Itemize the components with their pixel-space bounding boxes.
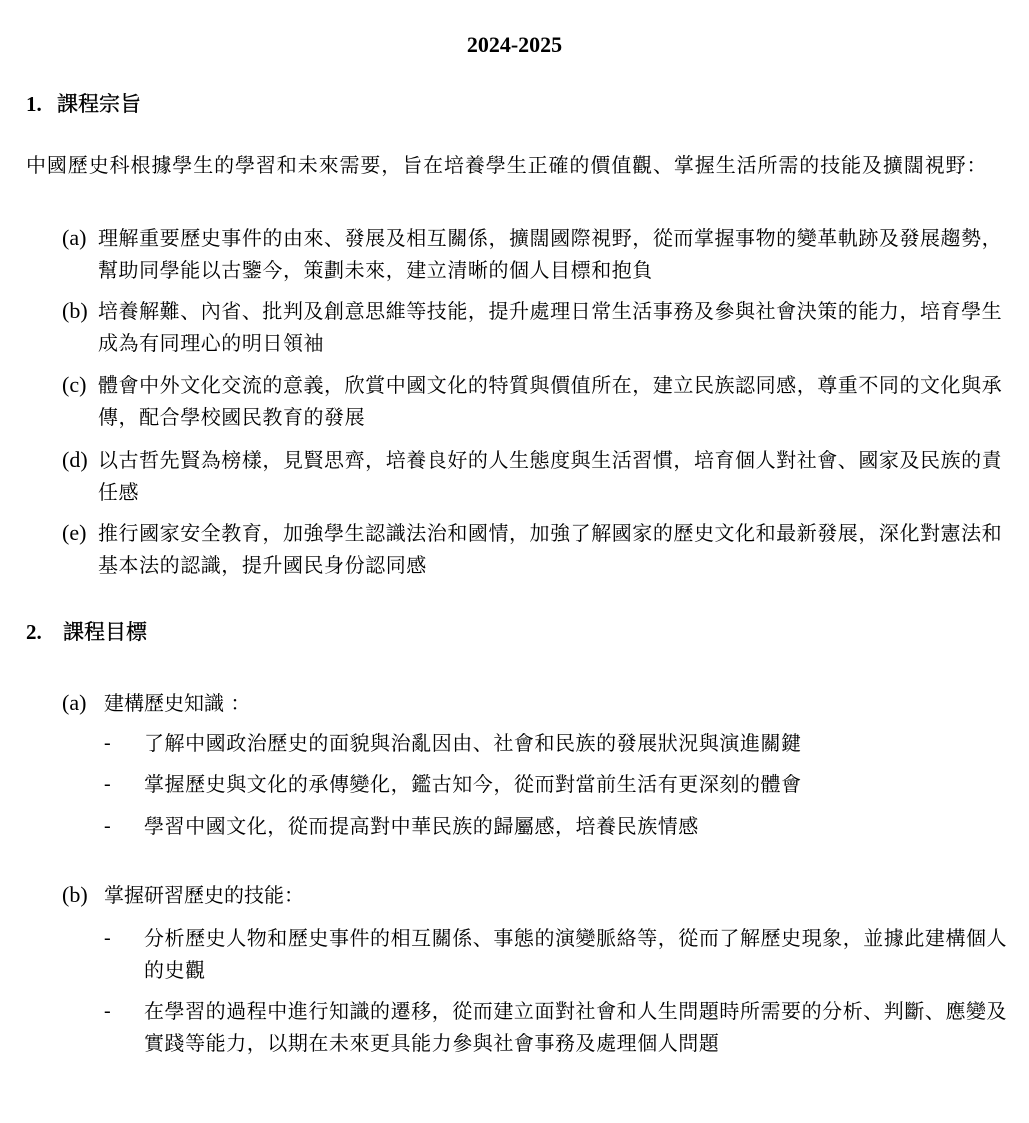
objective-group-b-title — [62, 879, 304, 911]
aim-item-text: 推行國家安全教育，加強學生認識法治和國情，加強了解國家的歷史文化和最新發展，深化對憲法和基本法的認識，提升國民身份認同感 — [98, 521, 1003, 577]
bullet-text: 掌握歷史與文化的承傳變化，鑑古知今，從而對當前生活有更深刻的體會 — [144, 772, 802, 796]
aim-item-marker: (e) — [62, 520, 87, 545]
aim-item-marker: (b) — [62, 298, 88, 323]
aim-item-text: 以古哲先賢為榜樣，見賢思齊，培養良好的人生態度與生活習慣，培育個人對社會、國家及民族的責任感 — [98, 448, 1003, 504]
objective-group-marker: (a) — [62, 690, 87, 715]
aim-item-text: 培養解難、內省、批判及創意思維等技能，提升處理日常生活事務及參與社會決策的能力，培育學生成為有同理心的明日領袖 — [98, 299, 1003, 355]
section-1-number: 1. — [26, 92, 42, 116]
aim-item-marker: (c) — [62, 372, 87, 397]
section-2-number: 2. — [26, 620, 42, 644]
objective-group-marker: (b) — [62, 882, 88, 907]
section-1-title: 課程宗旨 — [57, 92, 141, 116]
objective-bullet — [104, 810, 1024, 842]
academic-year: 2024-2025 — [466, 32, 563, 57]
objective-bullet — [104, 768, 1024, 800]
section-2-title: 課程目標 — [63, 620, 147, 644]
bullet-dash: - — [104, 773, 112, 795]
objective-bullet — [104, 727, 1024, 759]
objective-group-a-title — [62, 687, 250, 719]
bullet-text: 在學習的過程中進行知識的遷移，從而建立面對社會和人生問題時所需要的分析、判斷、應變及實踐等能力，以期在未來更具能力參與社會事務及處理個人問題 — [144, 999, 1008, 1055]
aim-item-marker: (a) — [62, 225, 87, 250]
aim-item-e — [62, 517, 1012, 581]
section-2-heading — [26, 618, 147, 646]
bullet-text: 了解中國政治歷史的面貌與治亂因由、社會和民族的發展狀況與演進關鍵 — [144, 731, 802, 755]
aim-item-text: 體會中外文化交流的意義，欣賞中國文化的特質與價值所在，建立民族認同感，尊重不同的文化與承傳，配合學校國民教育的發展 — [98, 373, 1003, 429]
section-1-intro: 中國歷史科根據學生的學習和未來需要，旨在培養學生正確的價值觀、掌握生活所需的技能及擴闊視野： — [26, 153, 988, 177]
objective-group-title: 掌握研習歷史的技能： — [104, 883, 304, 907]
objective-group-title: 建構歷史知識 ： — [104, 691, 251, 715]
aim-item-b — [62, 295, 1012, 359]
section-1-heading — [26, 90, 141, 118]
aim-item-d — [62, 444, 1012, 508]
aim-item-marker: (d) — [62, 447, 88, 472]
objective-bullet — [104, 922, 1024, 986]
aim-item-c — [62, 369, 1012, 433]
bullet-dash: - — [104, 1000, 112, 1022]
aim-item-a — [62, 222, 1012, 286]
bullet-dash: - — [104, 732, 112, 754]
bullet-dash: - — [104, 927, 112, 949]
bullet-text: 學習中國文化，從而提高對中華民族的歸屬感，培養民族情感 — [144, 814, 699, 838]
objective-bullet — [104, 995, 1024, 1059]
bullet-dash: - — [104, 815, 112, 837]
bullet-text: 分析歷史人物和歷史事件的相互關係、事態的演變脈絡等，從而了解歷史現象，並據此建構個人的史觀 — [144, 926, 1008, 982]
aim-item-text: 理解重要歷史事件的由來、發展及相互關係，擴闊國際視野，從而掌握事物的變革軌跡及發展趨勢，幫助同學能以古鑒今，策劃未來，建立清晰的個人目標和抱負 — [98, 226, 1003, 282]
